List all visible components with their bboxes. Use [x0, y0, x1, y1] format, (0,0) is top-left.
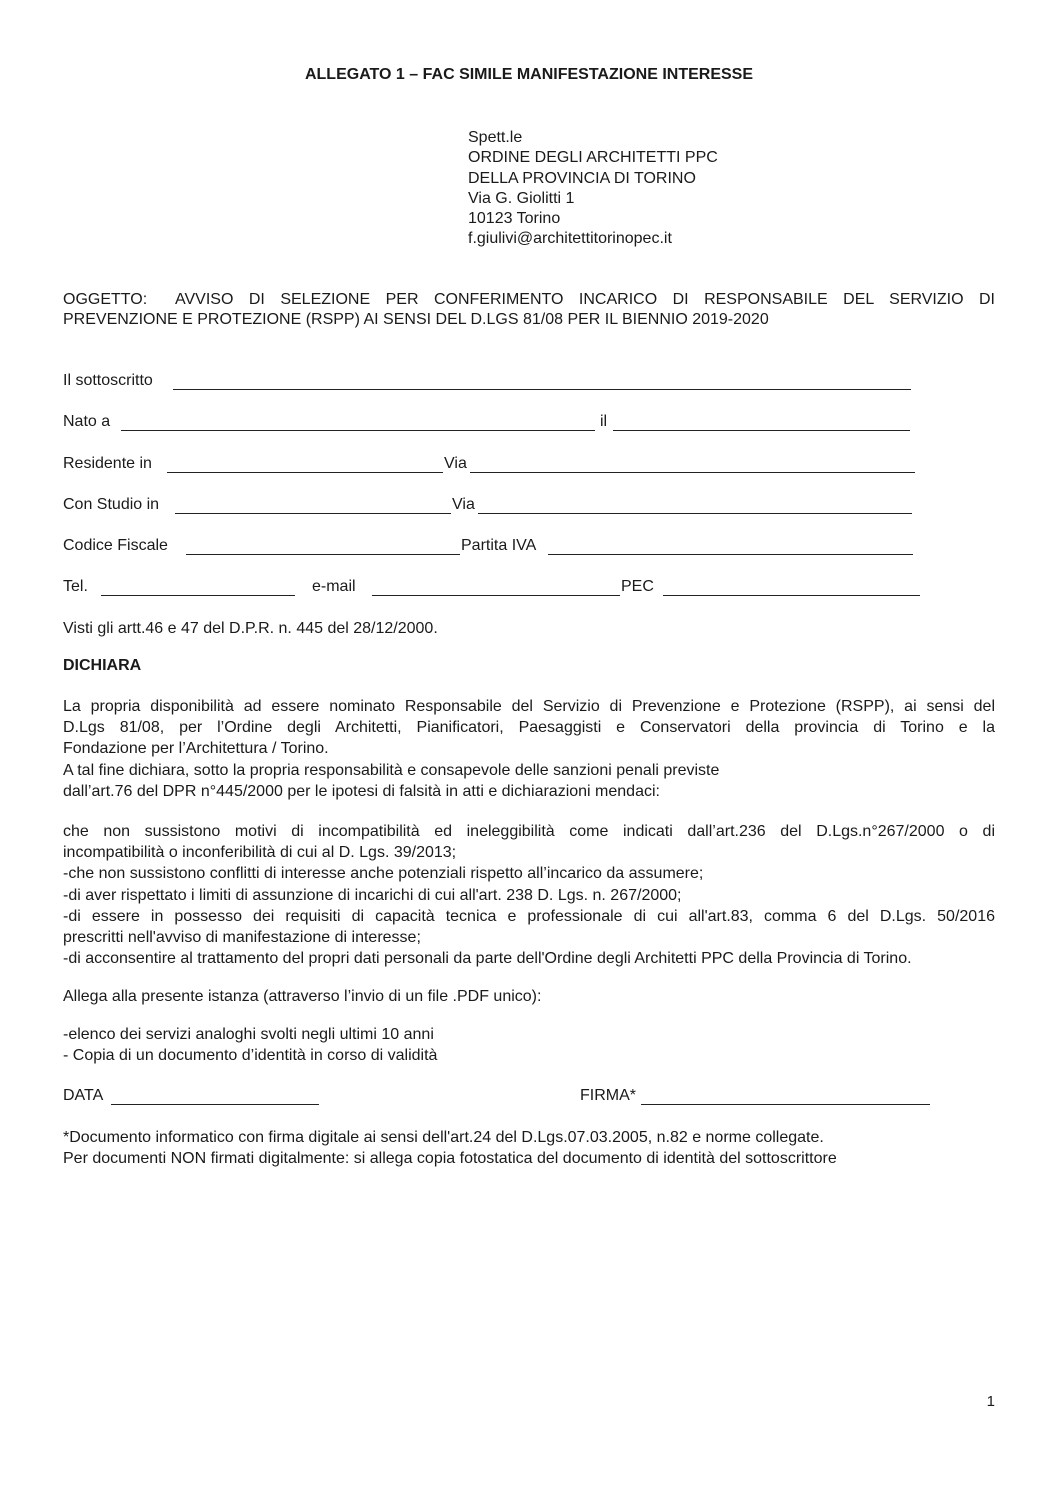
- residente-via-label: Via: [444, 455, 467, 472]
- condition-line: -di acconsentire al trattamento del propri dati personali da parte dell'Ordine degli Architetti PPC della Provincia di Torino.: [63, 950, 912, 968]
- address-email: f.giulivi@architettitorinopec.it: [468, 230, 672, 248]
- subject-label: OGGETTO:: [63, 291, 148, 308]
- document-title: ALLEGATO 1 – FAC SIMILE MANIFESTAZIONE INTERESSE: [304, 66, 754, 83]
- email-blank[interactable]: [372, 595, 620, 596]
- partita-iva-label: Partita IVA: [461, 537, 537, 554]
- condition-line: che non sussistono motivi di incompatibilità ed ineleggibilità come indicati dall’art.236 del D.Lgs.n°267/2000 o di: [63, 823, 995, 840]
- visti-paragraph: Visti gli artt.46 e 47 del D.P.R. n. 445 del 28/12/2000.: [63, 620, 438, 637]
- dichiara-heading: DICHIARA: [63, 657, 142, 674]
- subject-text-1: AVVISO DI SELEZIONE PER CONFERIMENTO INCARICO DI RESPONSABILE DEL SERVIZIO DI: [175, 291, 995, 308]
- tel-blank[interactable]: [101, 595, 295, 596]
- firma-blank[interactable]: [641, 1104, 930, 1105]
- data-label: DATA: [63, 1087, 104, 1104]
- residente-label: Residente in: [63, 455, 152, 472]
- pec-label: PEC: [621, 578, 654, 595]
- allegato-item: -elenco dei servizi analoghi svolti negli ultimi 10 anni: [63, 1026, 434, 1043]
- page-number: 1: [986, 1393, 995, 1410]
- footnote-line: Per documenti NON firmati digitalmente: si allega copia fotostatica del documento di identità del sottoscrittore: [63, 1150, 837, 1168]
- tel-label: Tel.: [63, 578, 88, 595]
- residente-via-blank[interactable]: [470, 472, 915, 473]
- address-line1: ORDINE DEGLI ARCHITETTI PPC: [468, 149, 718, 167]
- il-label: il: [600, 413, 608, 430]
- field-row-contatti: [63, 577, 923, 599]
- disponibilita-line: A tal fine dichiara, sotto la propria responsabilità e consapevole delle sanzioni penali previste: [63, 761, 720, 779]
- partita-iva-blank[interactable]: [548, 554, 913, 555]
- recipient-address: [468, 128, 988, 250]
- address-street: Via G. Giolitti 1: [468, 189, 575, 207]
- field-row-fiscale: [63, 536, 923, 558]
- address-city: 10123 Torino: [468, 210, 561, 228]
- disponibilita-line: D.Lgs 81/08, per l’Ordine degli Architetti, Pianificatori, Paesaggisti e Conservatori della provincia di Torino e la: [63, 719, 995, 737]
- studio-via-label: Via: [452, 496, 475, 513]
- email-label: e-mail: [312, 578, 356, 595]
- data-nascita-blank[interactable]: [613, 430, 910, 431]
- address-salutation: Spett.le: [468, 129, 523, 146]
- address-line2: DELLA PROVINCIA DI TORINO: [468, 169, 696, 187]
- pec-blank[interactable]: [663, 595, 920, 596]
- condition-line: -di essere in possesso dei requisiti di capacità tecnica e professionale di cui all'art.83, comma 6 del D.Lgs. 50/2016: [63, 907, 995, 925]
- condition-line: prescritti nell'avviso di manifestazione di interesse;: [63, 928, 421, 946]
- footnote-line: *Documento informatico con firma digitale ai sensi dell'art.24 del D.Lgs.07.03.2005, n.82 e norme collegate.: [63, 1129, 824, 1146]
- studio-blank[interactable]: [175, 513, 451, 514]
- allega-intro: Allega alla presente istanza (attraverso l’invio di un file .PDF unico):: [63, 988, 542, 1005]
- condition-line: incompatibilità o inconferibilità di cui al D. Lgs. 39/2013;: [63, 844, 457, 862]
- firma-label: FIRMA*: [580, 1087, 636, 1104]
- disponibilita-paragraph: [63, 697, 995, 803]
- condition-line: -che non sussistono conflitti di interesse anche potenziali rispetto all’incarico da assumere;: [63, 865, 704, 883]
- data-blank[interactable]: [111, 1104, 319, 1105]
- subject-block: [63, 290, 995, 330]
- conditions-list: [63, 822, 995, 970]
- field-row-nato: [63, 412, 923, 434]
- disponibilita-line: Fondazione per l’Architettura / Torino.: [63, 740, 329, 758]
- nato-a-label: Nato a: [63, 413, 111, 430]
- subject-text-2: PREVENZIONE E PROTEZIONE (RSPP) AI SENSI DEL D.LGS 81/08 PER IL BIENNIO 2019-2020: [63, 311, 769, 328]
- field-row-residente: [63, 454, 923, 476]
- footnotes: [63, 1128, 995, 1170]
- field-row-sottoscritto: [63, 371, 923, 393]
- disponibilita-line: La propria disponibilità ad essere nominato Responsabile del Servizio di Prevenzione e Protezione (RSPP), ai sensi del: [63, 698, 995, 715]
- subject-line-1: [63, 290, 995, 310]
- studio-label: Con Studio in: [63, 496, 160, 513]
- residente-blank[interactable]: [167, 472, 443, 473]
- nato-a-blank[interactable]: [121, 430, 595, 431]
- studio-via-blank[interactable]: [478, 513, 912, 514]
- signature-row: [63, 1086, 943, 1108]
- sottoscritto-label: Il sottoscritto: [63, 372, 153, 389]
- field-row-studio: [63, 495, 923, 517]
- allegato-item: - Copia di un documento d’identità in corso di validità: [63, 1047, 438, 1065]
- condition-line: -di aver rispettato i limiti di assunzione di incarichi di cui all'art. 238 D. Lgs. n. 267/2000;: [63, 886, 682, 904]
- codice-fiscale-label: Codice Fiscale: [63, 537, 168, 554]
- allegati-list: [63, 1025, 995, 1067]
- disponibilita-line: dall’art.76 del DPR n°445/2000 per le ipotesi di falsità in atti e dichiarazioni mendaci:: [63, 782, 660, 800]
- sottoscritto-blank[interactable]: [173, 389, 911, 390]
- codice-fiscale-blank[interactable]: [186, 554, 460, 555]
